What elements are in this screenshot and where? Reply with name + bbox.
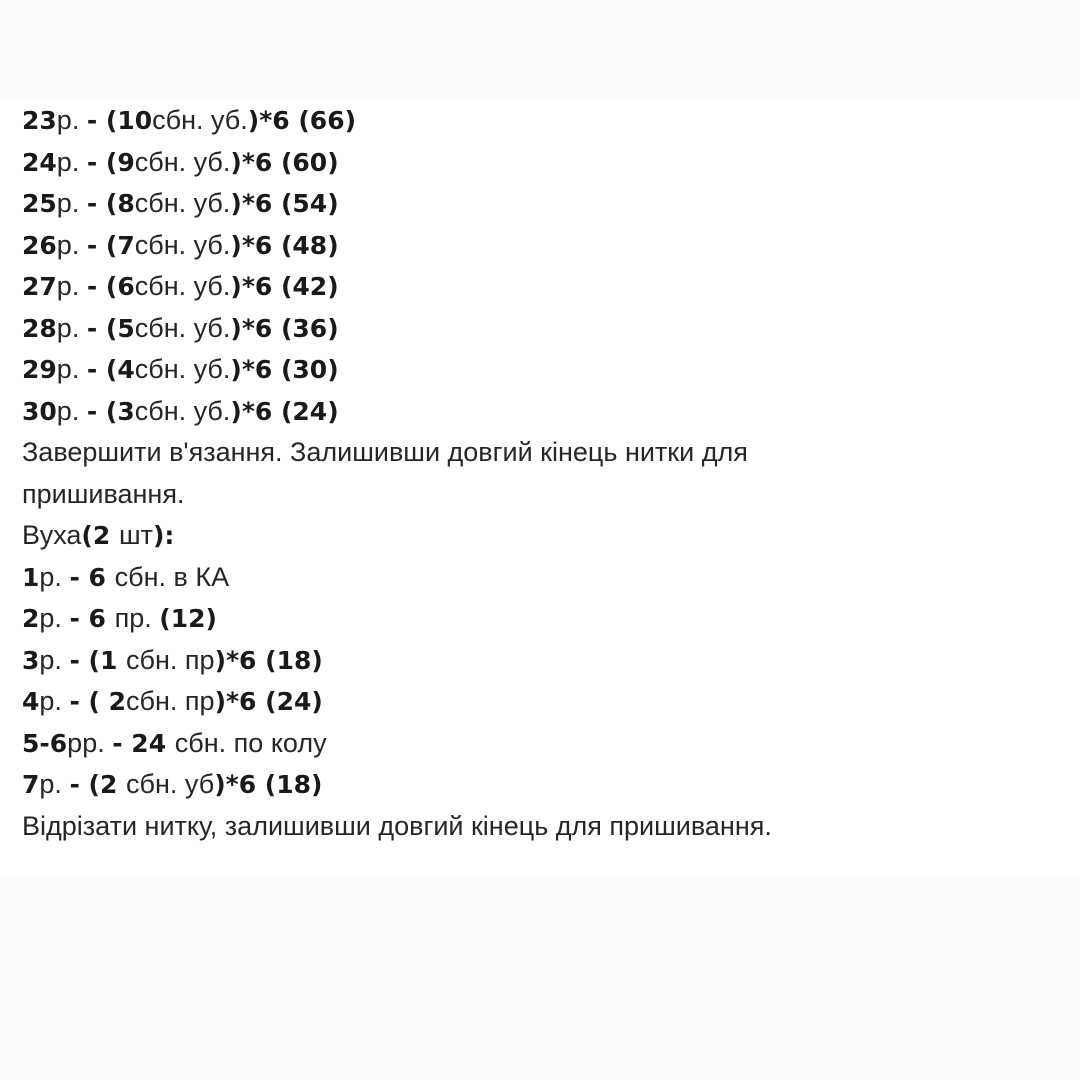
- text-segment: р.: [39, 561, 70, 592]
- instruction-line: [22, 723, 1062, 765]
- text-segment: р.: [39, 769, 70, 799]
- bold-text-segment: )*6 (60): [230, 147, 339, 177]
- bold-text-segment: 27: [22, 272, 57, 301]
- bottom-background-band: [0, 876, 1080, 1080]
- instruction-line: [22, 432, 1062, 474]
- bold-text-segment: )*6 (66): [247, 106, 357, 135]
- instruction-line: [22, 640, 1062, 682]
- bold-text-segment: - (8: [86, 189, 135, 218]
- bold-text-segment: )*6 (36): [230, 313, 339, 343]
- bold-text-segment: 4: [22, 687, 40, 716]
- instruction-line: [22, 391, 1062, 433]
- instruction-line: [22, 681, 1062, 723]
- bold-text-segment: (2: [81, 521, 119, 550]
- text-segment: р.: [56, 395, 87, 426]
- bold-text-segment: 28: [22, 313, 57, 343]
- bold-text-segment: - 6: [69, 562, 115, 592]
- text-segment: шт: [118, 520, 153, 550]
- text-segment: сбн. уб.: [134, 188, 231, 218]
- bold-text-segment: 1: [22, 562, 40, 592]
- instruction-line: [22, 266, 1062, 308]
- text-segment: сбн. пр: [126, 686, 215, 716]
- bold-text-segment: 29: [22, 355, 57, 384]
- instruction-line: [22, 100, 1062, 142]
- text-segment: сбн. уб.: [152, 105, 248, 135]
- text-segment: пр.: [114, 603, 160, 633]
- bold-text-segment: ):: [152, 521, 175, 550]
- text-segment: Відрізати нитку, залишивши довгий кінець для пришивання.: [22, 810, 772, 841]
- text-segment: р.: [56, 271, 87, 301]
- bold-text-segment: 5-6: [22, 728, 68, 758]
- text-segment: р.: [56, 146, 87, 177]
- bold-text-segment: 24: [22, 147, 57, 177]
- text-segment: сбн. уб.: [134, 395, 231, 426]
- instruction-line: [22, 225, 1062, 267]
- bold-text-segment: - ( 2: [69, 687, 127, 716]
- text-segment: сбн. уб.: [134, 146, 231, 177]
- instruction-line: [22, 557, 1062, 599]
- text-segment: р.: [39, 644, 70, 675]
- instruction-line: [22, 474, 1062, 516]
- text-segment: сбн. уб.: [134, 312, 231, 343]
- bold-text-segment: )*6 (18): [214, 645, 323, 675]
- text-segment: сбн. уб.: [134, 229, 231, 260]
- text-segment: рр.: [67, 727, 113, 758]
- instruction-line: [22, 349, 1062, 391]
- bold-text-segment: )*6 (30): [230, 355, 339, 384]
- text-segment: р.: [56, 188, 87, 218]
- bold-text-segment: - (1: [69, 645, 127, 675]
- bold-text-segment: - (5: [86, 313, 135, 343]
- bold-text-segment: - 6: [69, 604, 115, 633]
- bold-text-segment: 3: [22, 645, 40, 675]
- text-segment: сбн. уб.: [134, 271, 231, 301]
- bold-text-segment: )*6 (24): [230, 396, 339, 426]
- text-segment: Завершити в'язання. Залишивши довгий кінець нитки для: [22, 437, 748, 467]
- instruction-line: [22, 764, 1062, 806]
- bold-text-segment: - (7: [86, 230, 135, 260]
- bold-text-segment: - (9: [86, 147, 135, 177]
- bold-text-segment: 26: [22, 230, 57, 260]
- bold-text-segment: - (10: [86, 106, 153, 135]
- bold-text-segment: - (3: [86, 396, 135, 426]
- instruction-line: [22, 142, 1062, 184]
- text-segment: р.: [39, 686, 70, 716]
- bold-text-segment: )*6 (42): [230, 272, 339, 301]
- text-segment: р.: [39, 603, 70, 633]
- text-segment: сбн. в КА: [114, 561, 230, 592]
- bold-text-segment: 23: [22, 106, 57, 135]
- bold-text-segment: )*6 (54): [230, 189, 339, 218]
- text-segment: р.: [56, 354, 87, 384]
- text-segment: сбн. пр: [126, 644, 215, 675]
- bold-text-segment: )*6 (24): [214, 687, 323, 716]
- bold-text-segment: 30: [22, 396, 57, 426]
- bold-text-segment: - (6: [86, 272, 135, 301]
- bold-text-segment: )*6 (48): [230, 230, 339, 260]
- instruction-line: [22, 806, 1062, 848]
- bold-text-segment: )*6 (18): [214, 770, 323, 799]
- bold-text-segment: - 24: [112, 728, 175, 758]
- text-segment: сбн. по колу: [174, 727, 327, 758]
- bold-text-segment: (12): [159, 604, 217, 633]
- pattern-instructions: [22, 100, 1062, 847]
- text-segment: р.: [56, 312, 87, 343]
- bold-text-segment: 7: [22, 770, 40, 799]
- text-segment: сбн. уб.: [134, 354, 231, 384]
- instruction-line: [22, 183, 1062, 225]
- instruction-line: [22, 598, 1062, 640]
- text-segment: р.: [56, 105, 87, 135]
- bold-text-segment: 2: [22, 604, 40, 633]
- bold-text-segment: - (4: [86, 355, 135, 384]
- text-segment: пришивання.: [22, 478, 185, 509]
- bold-text-segment: - (2: [69, 770, 127, 799]
- top-background-band: [0, 0, 1080, 100]
- instruction-line: [22, 515, 1062, 557]
- bold-text-segment: 25: [22, 189, 57, 218]
- text-segment: р.: [56, 229, 87, 260]
- text-segment: сбн. уб: [126, 769, 215, 799]
- text-segment: Вуха: [22, 520, 82, 550]
- instruction-line: [22, 308, 1062, 350]
